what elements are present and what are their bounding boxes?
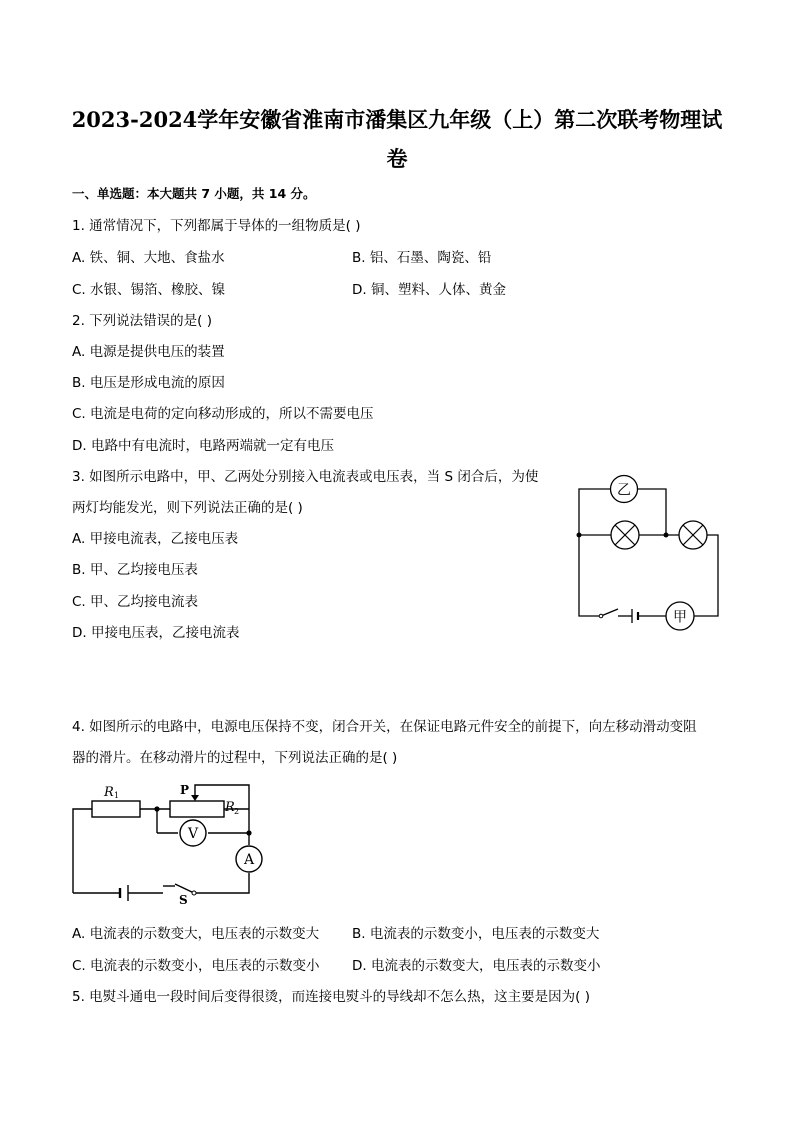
question-1-option-b: B. 铝、石墨、陶瓷、铅 (352, 250, 492, 266)
question-4-option-b: B. 电流表的示数变小，电压表的示数变大 (352, 926, 600, 942)
question-3-stem-line-2: 两灯均能发光，则下列说法正确的是( ) (72, 500, 303, 516)
voltmeter-label: V (187, 826, 199, 842)
question-4-stem-line-2: 器的滑片。在移动滑片的过程中，下列说法正确的是( ) (72, 750, 398, 766)
ammeter-icon (236, 846, 262, 872)
question-4-stem-line-1: 4. 如图所示的电路中，电源电压保持不变，闭合开关，在保证电路元件安全的前提下，向左移动滑动变阻 (72, 719, 697, 735)
question-1-option-a: A. 铁、铜、大地、食盐水 (72, 250, 225, 266)
question-4-option-a: A. 电流表的示数变大，电压表的示数变大 (72, 926, 320, 942)
question-5-stem: 5. 电熨斗通电一段时间后变得很烫，而连接电熨斗的导线却不怎么热，这主要是因为( ) (72, 989, 590, 1005)
meter-jia-label: 甲 (673, 609, 687, 626)
question-4-option-d: D. 电流表的示数变大，电压表的示数变小 (352, 958, 601, 974)
meter-yi-icon (611, 476, 638, 503)
question-2-stem: 2. 下列说法错误的是( ) (72, 313, 212, 329)
question-2-option-b: B. 电压是形成电流的原因 (72, 375, 225, 391)
slider-p-label: P (180, 783, 190, 797)
resistor-r1-icon (92, 801, 140, 817)
page-title: 2023-2024学年安徽省淮南市潘集区九年级（上）第二次联考物理试 (71, 107, 723, 132)
meter-jia-icon (666, 602, 694, 630)
rheostat-r2-icon (170, 801, 224, 817)
question-3-circuit-diagram (570, 470, 730, 630)
question-4-option-c: C. 电流表的示数变小，电压表的示数变小 (72, 958, 320, 974)
question-4-circuit-diagram (68, 775, 268, 905)
question-3-option-c: C. 甲、乙均接电流表 (72, 594, 199, 610)
r1-subscript: 1 (114, 791, 120, 800)
question-1-stem: 1. 通常情况下，下列都属于导体的一组物质是( ) (72, 218, 361, 234)
question-2-option-d: D. 电路中有电流时，电路两端就一定有电压 (72, 438, 334, 454)
question-1-option-d: D. 铜、塑料、人体、黄金 (352, 282, 506, 298)
r2-subscript: 2 (234, 807, 240, 816)
question-2-option-c: C. 电流是电荷的定向移动形成的，所以不需要电压 (72, 406, 374, 422)
question-2-option-a: A. 电源是提供电压的装置 (72, 344, 225, 360)
lamp-2-icon (679, 521, 707, 549)
r2-label: R (225, 800, 235, 815)
r1-label: R (104, 785, 114, 800)
ammeter-label: A (243, 852, 255, 868)
page-title-continued: 卷 (386, 146, 408, 171)
voltmeter-icon (180, 820, 206, 846)
question-3-stem-line-1: 3. 如图所示电路中，甲、乙两处分别接入电流表或电压表，当 S 闭合后，为使 (72, 469, 539, 485)
question-3-option-b: B. 甲、乙均接电压表 (72, 562, 198, 578)
question-3-option-d: D. 甲接电压表，乙接电流表 (72, 625, 240, 641)
section-heading: 一、单选题：本大题共 7 小题，共 14 分。 (72, 186, 316, 201)
question-3-option-a: A. 甲接电流表，乙接电压表 (72, 531, 239, 547)
lamp-1-icon (611, 521, 639, 549)
meter-yi-label: 乙 (617, 482, 631, 499)
question-1-option-c: C. 水银、锡箔、橡胶、镍 (72, 282, 226, 298)
switch-s-label: S (179, 893, 188, 907)
